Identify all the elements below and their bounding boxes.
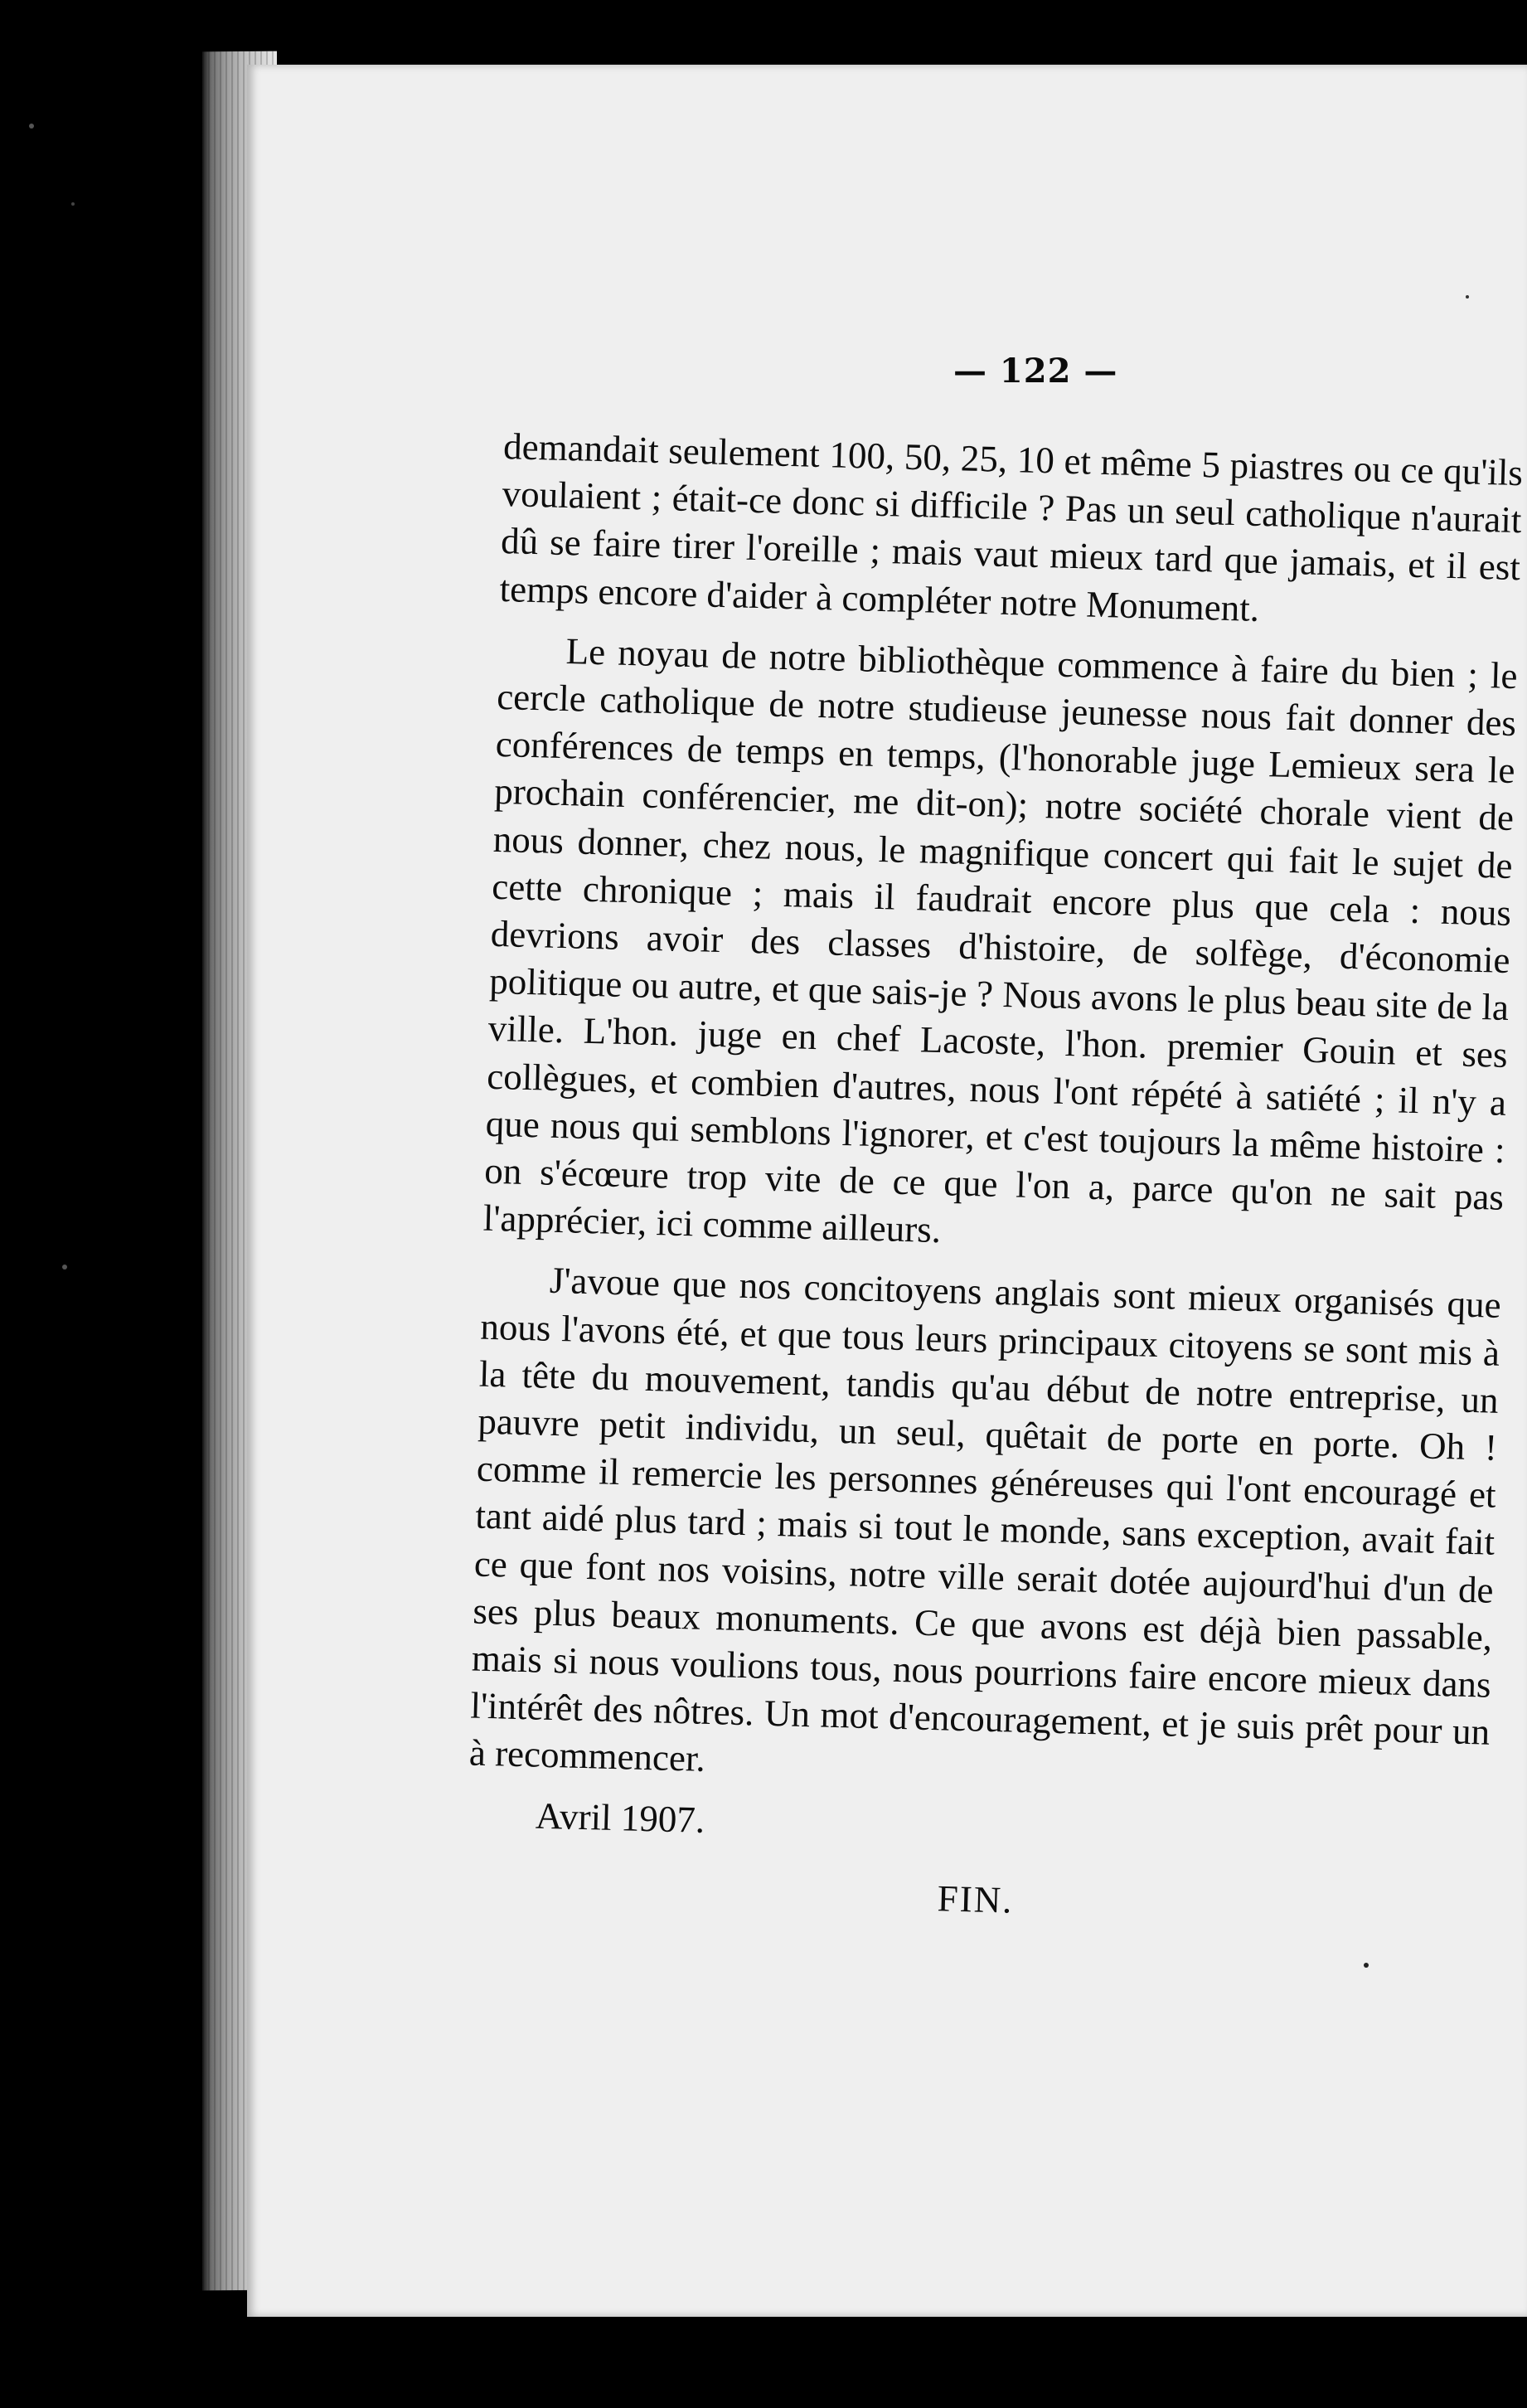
paragraph-2: Le noyau de notre bibliothèque commence à faire du bien ; le cercle catholique de notre studieuse jeunesse nous fait donner des conférences de temps en temps, (l'honorable juge Lemieux sera le prochain conférencier, me dit-on); notre société chorale vient de nous donner, chez nous, le magnifique concert qui fait le sujet de cette chronique ; mais il faudrait encore plus que cela : nous devrions avoir des classes d'histoire, de solfège, d'économie politique ou autre, et que sais-je ? Nous avons le plus beau site de la ville. L'hon. juge en chef Lacoste, l'hon. premier Gouin et ses collègues, et combien d'autres, nous l'ont répété à satiété ; il n'y a que nous qui semblons l'ignorer, et c'est toujours la même histoire : on s'écœure trop vite de ce que l'on a, parce qu'on ne sait pas l'apprécier, ici comme ailleurs. xyxy=(482,629,1519,1251)
body-text xyxy=(465,423,1524,1937)
closing-fin: FIN. xyxy=(937,1877,1015,1921)
page-number: — 122 — xyxy=(953,352,1118,391)
date-line: Avril 1907. xyxy=(535,1794,705,1841)
paragraph-1: demandait seulement 100, 50, 25, 10 et même 5 piastres ou ce qu'ils voulaient ; était-ce donc si difficile ? Pas un seul catholique n'aurait dû se faire tirer l'oreille ; mais vaut mieux tard que jamais, et il est temps encore d'aider à compléter notre Monument. xyxy=(499,425,1524,629)
paragraph-3: J'avoue que nos concitoyens anglais sont mieux organisés que nous l'avons été, et que tous leurs principaux citoyens se sont mis à la tête du mouvement, tandis qu'au début de notre entreprise, un pauvre petit individu, un seul, quêtait de porte en porte. Oh ! comme il remercie les personnes généreuses qui l'ont encouragé et tant aidé plus tard ; mais si tout le monde, sans exception, avait fait ce que font nos voisins, notre ville serait dotée aujourd'hui d'un de ses plus beaux monuments. Ce que avons est déjà bien passable, mais si nous voulions tous, nous pourrions faire encore mieux dans l'intérêt des nôtres. Un mot d'encouragement, et je suis prêt pour un à recommencer. xyxy=(468,1260,1502,1780)
